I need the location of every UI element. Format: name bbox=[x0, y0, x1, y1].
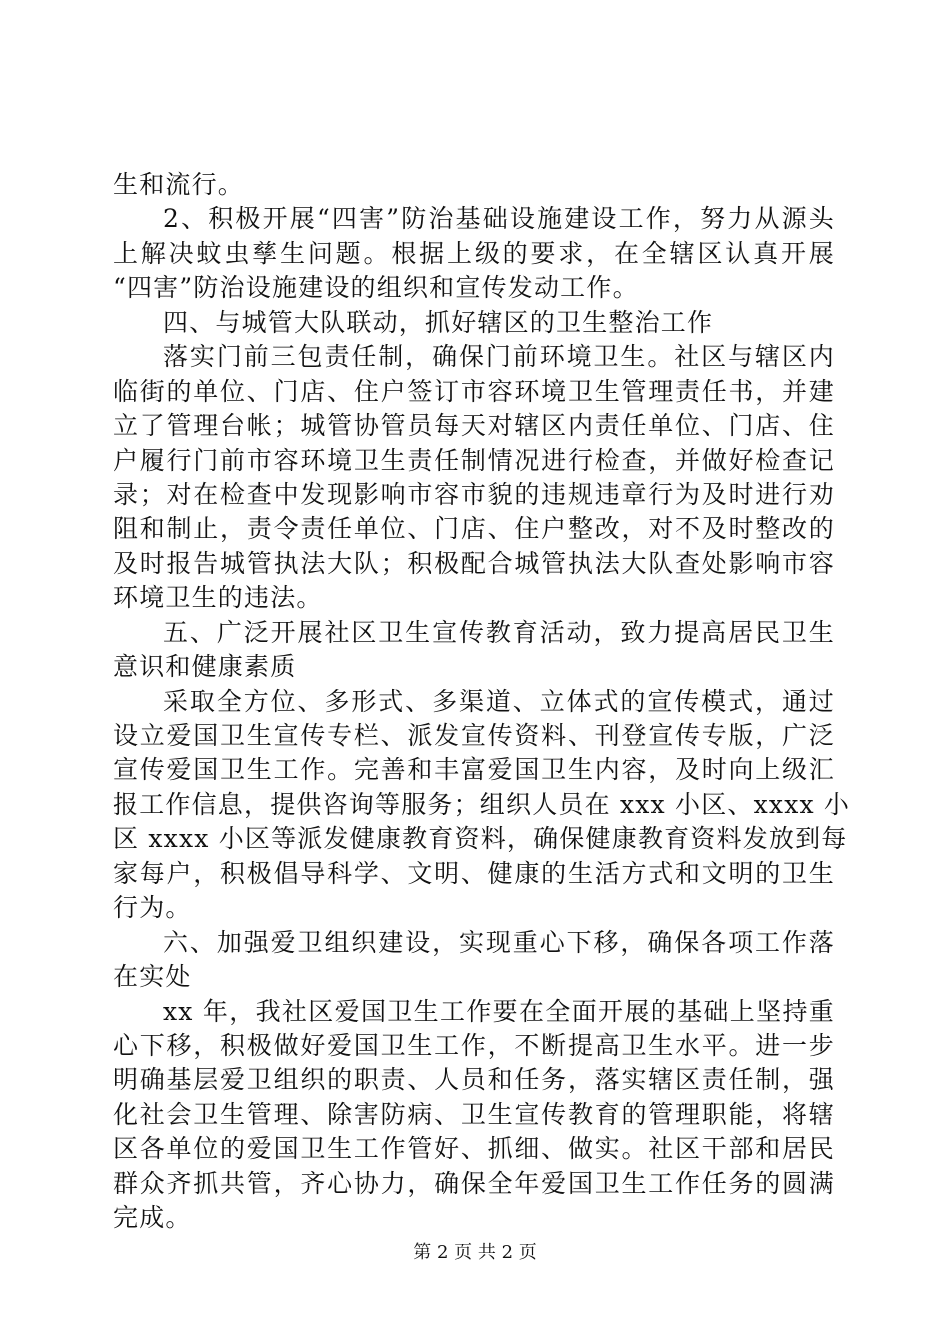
text-line: 阻和制止，责令责任单位、门店、住户整改，对不及时整改的 bbox=[113, 514, 835, 544]
body-text bbox=[113, 168, 851, 1236]
text-line: 行为。 bbox=[113, 893, 192, 923]
text-line: 宣传爱国卫生工作。完善和丰富爱国卫生内容，及时向上级汇 bbox=[113, 755, 835, 785]
section-heading-continued: 意识和健康素质 bbox=[113, 652, 297, 682]
text-line: 环境卫生的违法。 bbox=[113, 583, 323, 613]
text-line: 区各单位的爱国卫生工作管好、抓细、做实。社区干部和居民 bbox=[113, 1134, 835, 1164]
text-line: 心下移，积极做好爱国卫生工作，不断提高卫生水平。进一步 bbox=[113, 1030, 835, 1060]
section-heading: 五、广泛开展社区卫生宣传教育活动，致力提高居民卫生 bbox=[163, 617, 835, 647]
text-line: 及时报告城管执法大队；积极配合城管执法大队查处影响市容 bbox=[113, 548, 835, 578]
text-line: 群众齐抓共管，齐心协力，确保全年爱国卫生工作任务的圆满 bbox=[113, 1168, 835, 1198]
section-heading-continued: 在实处 bbox=[113, 962, 192, 992]
text-line: 录；对在检查中发现影响市容市貌的违规违章行为及时进行劝 bbox=[113, 479, 835, 509]
page-footer bbox=[0, 1241, 950, 1265]
text-line: 明确基层爱卫组织的职责、人员和任务，落实辖区责任制，强 bbox=[113, 1065, 835, 1095]
paragraph-first-line: 采取全方位、多形式、多渠道、立体式的宣传模式，通过 bbox=[163, 686, 835, 716]
text-line: 设立爱国卫生宣传专栏、派发宣传资料、刊登宣传专版，广泛 bbox=[113, 721, 835, 750]
text-line: 区 xxxx 小区等派发健康教育资料，确保健康教育资料发放到每 bbox=[113, 824, 848, 854]
paragraph-first-line: 落实门前三包责任制，确保门前环境卫生。社区与辖区内 bbox=[163, 342, 835, 372]
section-heading: 四、与城管大队联动，抓好辖区的卫生整治工作 bbox=[163, 307, 714, 337]
paragraph-first-line: 2、积极开展“四害”防治基础设施建设工作，努力从源头 bbox=[163, 204, 835, 234]
text-line: 立了管理台帐；城管协管员每天对辖区内责任单位、门店、住 bbox=[113, 411, 835, 441]
text-line: 临街的单位、门店、住户签订市容环境卫生管理责任书，并建 bbox=[113, 376, 835, 406]
text-line: 上解决蚊虫孳生问题。根据上级的要求，在全辖区认真开展 bbox=[113, 238, 835, 268]
paragraph-first-line: xx 年，我社区爱国卫生工作要在全面开展的基础上坚持重 bbox=[163, 996, 835, 1026]
text-line: 生和流行。 bbox=[113, 170, 245, 199]
section-heading: 六、加强爱卫组织建设，实现重心下移，确保各项工作落 bbox=[163, 927, 835, 957]
text-line: 家每户，积极倡导科学、文明、健康的生活方式和文明的卫生 bbox=[113, 858, 835, 888]
text-line: 完成。 bbox=[113, 1203, 192, 1233]
page-number-label: 第 2 页 共 2 页 bbox=[413, 1242, 537, 1263]
text-line: “四害”防治设施建设的组织和宣传发动工作。 bbox=[113, 273, 639, 303]
text-line: 报工作信息，提供咨询等服务；组织人员在 xxx 小区、xxxx 小 bbox=[113, 789, 851, 819]
text-line: 化社会卫生管理、除害防病、卫生宣传教育的管理职能，将辖 bbox=[113, 1099, 835, 1129]
text-line: 户履行门前市容环境卫生责任制情况进行检查，并做好检查记 bbox=[113, 445, 835, 475]
